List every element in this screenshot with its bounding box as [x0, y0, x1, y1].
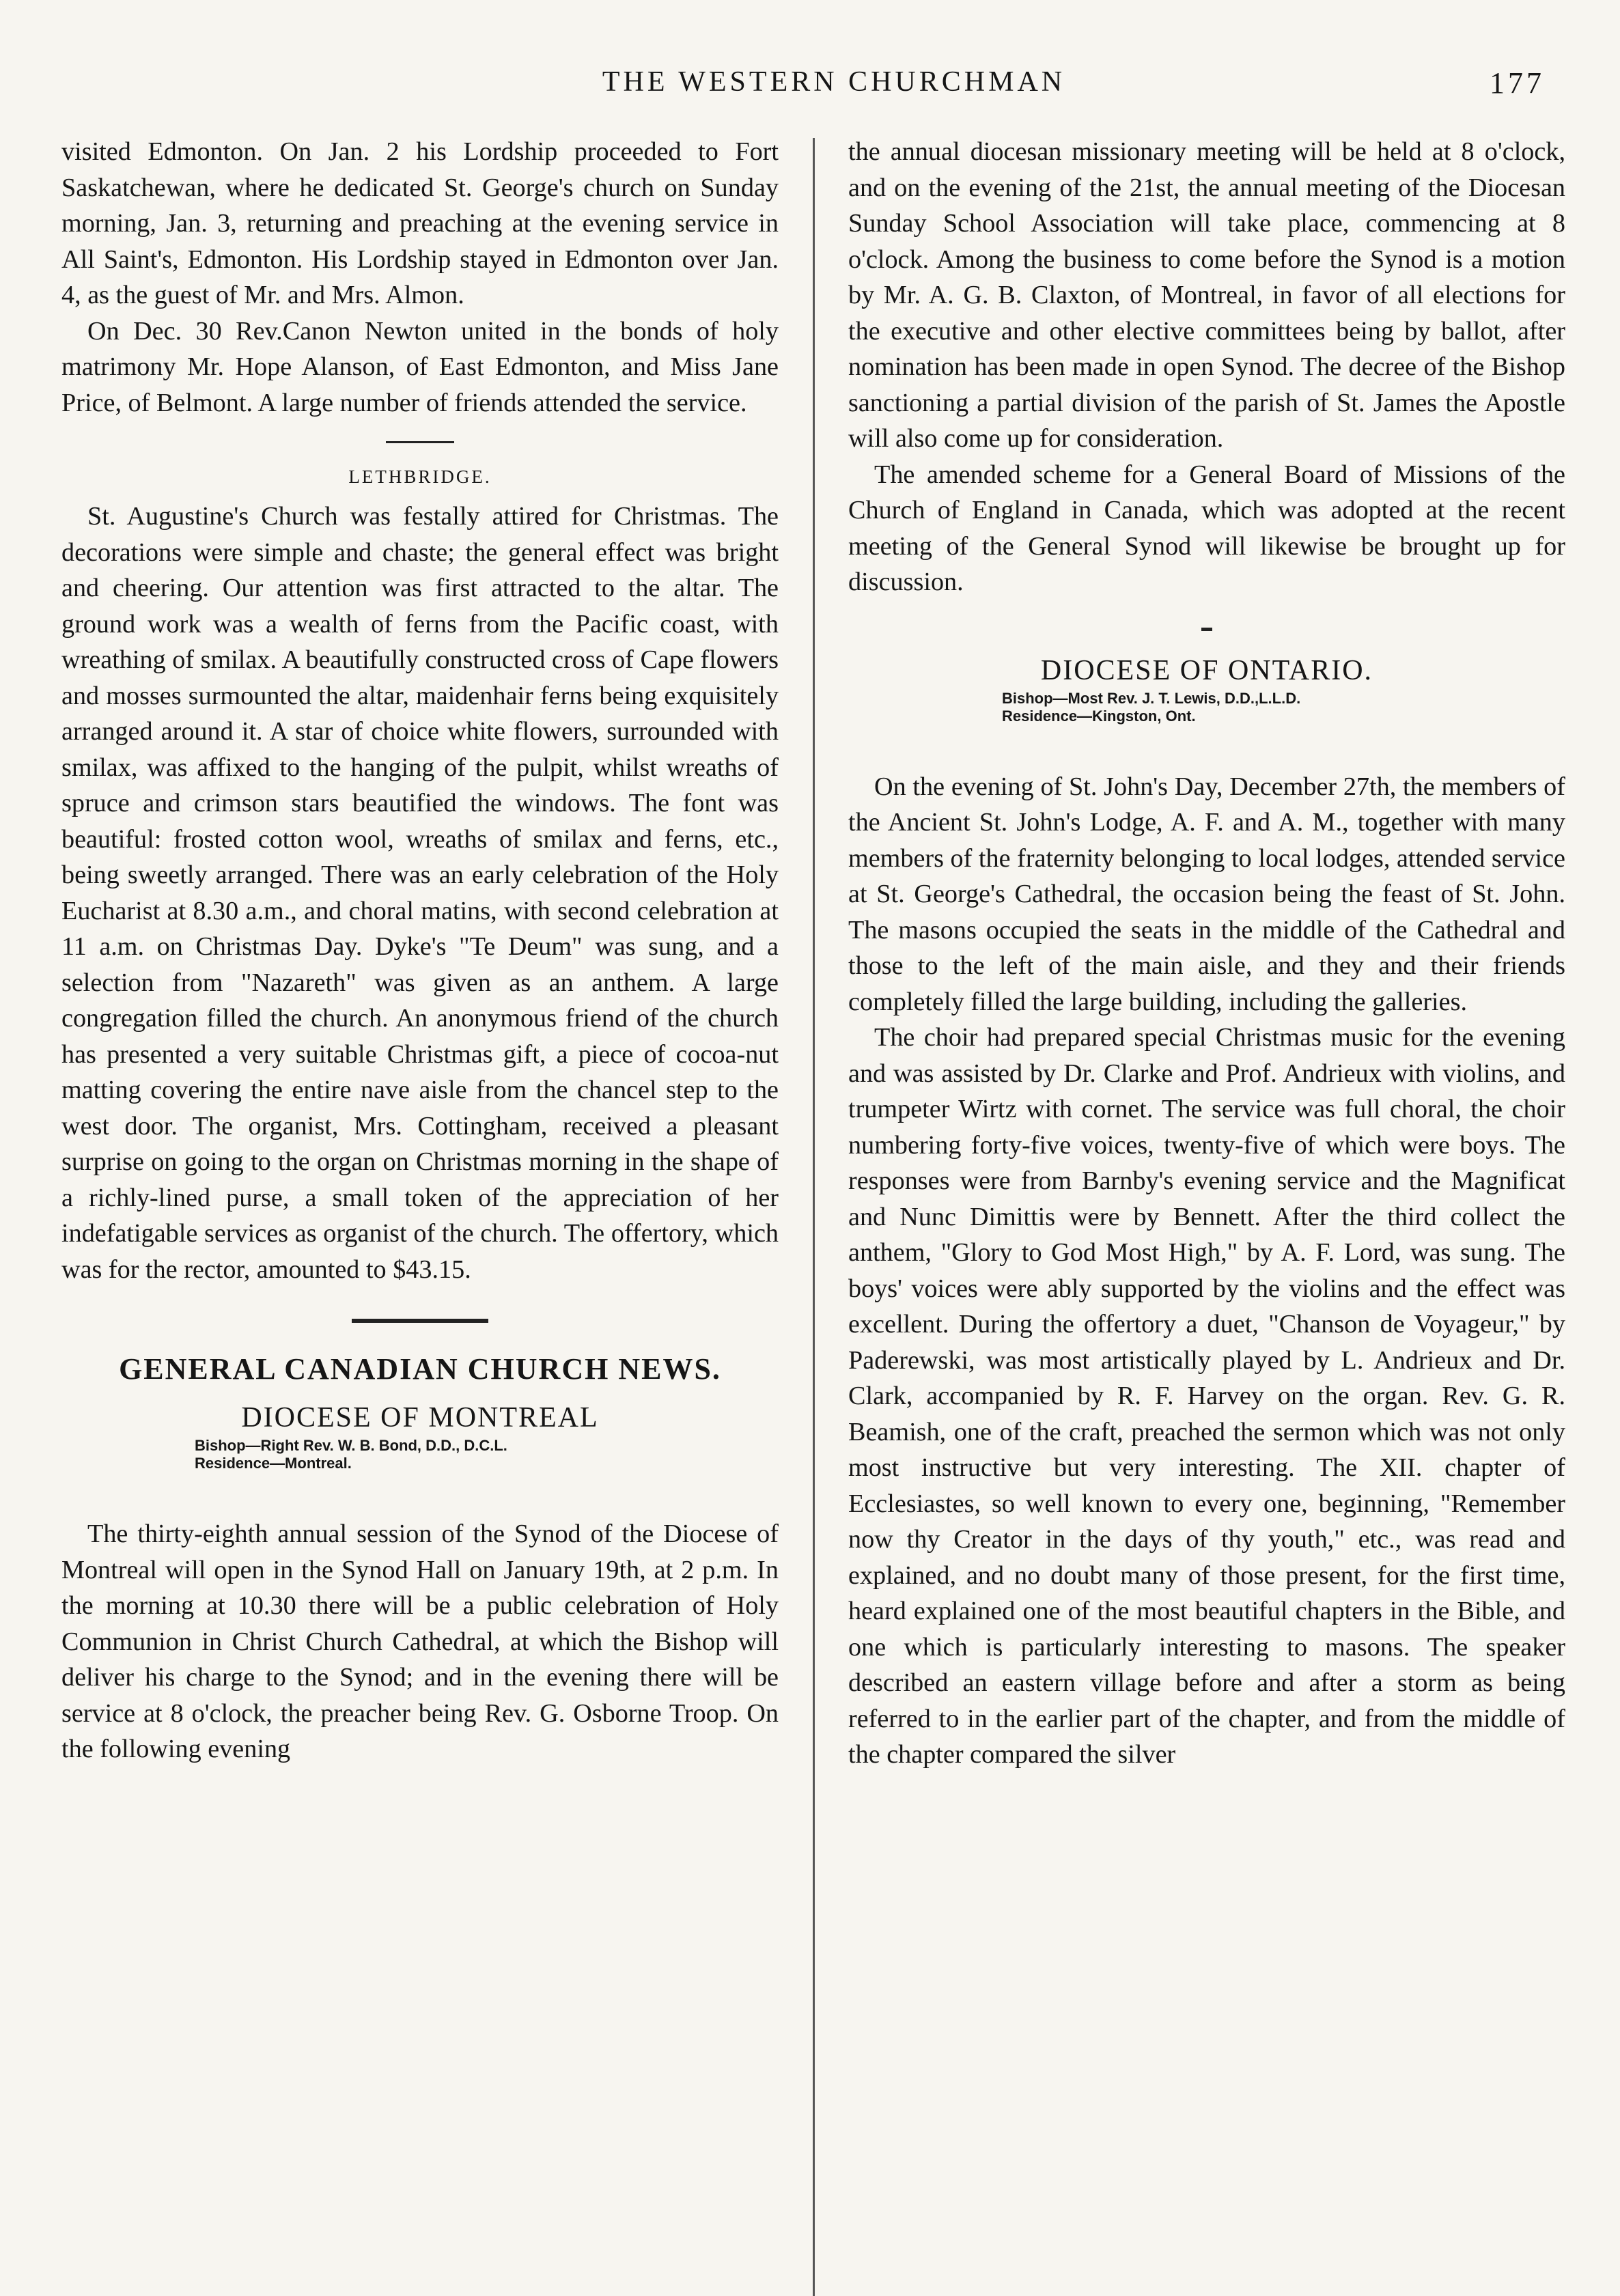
column-divider	[813, 138, 815, 2296]
paragraph-st-johns-day: On the evening of St. John's Day, December 27th, the members of the Ancient St. John's Lodge, A. F. and A. M., together with many members of the fraternity belonging to local lodges, attended service at St. George's Cathedral, the occasion being the feast of St. John. The masons occupied the seats in the middle of the Cathedral and those to the left of the main aisle, and they and their friends completely filled the large building, including the galleries.	[848, 772, 1565, 1016]
montreal-bishop: Bishop—Right Rev. W. B. Bond, D.D., D.C.L.	[195, 1437, 507, 1454]
montreal-heading: DIOCESE OF MONTREAL	[241, 1402, 599, 1433]
paragraph-lethbridge: St. Augustine's Church was festally attired for Christmas. The decorations were simple and chaste; the general effect was bright and cheering. Our attention was first attracted to the altar. The ground work was a wealth of ferns from the Pacific coast, with wreathing of smilax. A beautifully constructed cross of Cape flowers and mosses surmounted the altar, maidenhair ferns being exquisitely arranged around it. A star of choice white flowers, surrounded with smilax, was affixed to the hanging of the pulpit, whilst wreaths of spruce and crimson stars beautified the windows. The font was beautiful: frosted cotton wool, wreaths of smilax and ferns, etc., being sweetly arranged. There was an early celebration of the Holy Eucharist at 8.30 a.m., and choral matins, with second celebration at 11 a.m. on Christmas Day. Dyke's "Te Deum" was sung, and a selection from "Nazareth" was given as an anthem. A large congregation filled the church. An anonymous friend of the church has presented a very suitable Christmas gift, a piece of cocoa-nut matting covering the entire nave aisle from the chancel step to the west door. The organist, Mrs. Cottingham, received a pleasant surprise on going to the organ on Christmas morning in the shape of a richly-lined purse, a small token of the appreciation of her indefatigable services as organist of the church. The offertory, which was for the rector, amounted to $43.15.	[61, 502, 779, 1284]
running-header	[61, 66, 1565, 120]
general-news-heading: GENERAL CANADIAN CHURCH NEWS.	[119, 1352, 721, 1386]
page-number: 177	[1490, 66, 1545, 100]
section-rule	[386, 441, 454, 443]
paragraph-choir: The choir had prepared special Christmas music for the evening and was assisted by Dr. Clarke and Prof. Andrieux with violins, and trumpeter Wirtz with cornet. The service was full choral, the choir numbering forty-five voices, twenty-five of which were boys. The responses were from Barnby's evening service and the Magnificat and Nunc Dimittis were by Bennett. After the third collect the anthem, "Glory to God Most High," by A. F. Lord, was sung. The boys' voices were ably supported by the violins and the effect was excellent. During the offertory a duet, "Chanson de Voyageur," by Paderewski, was most artistically played by L. Andrieux and Dr. Clark, accompanied by R. F. Harvey on the organ. Rev. G. R. Beamish, one of the craft, preached the sermon which was not only most instructive but very interesting. The XII. chapter of Ecclesiastes, so well known to every one, beginning, "Remember now thy Creator in the days of thy youth," etc., was read and explained, and no doubt many of those present, for the first time, heard explained one of the most beautiful chapters in the Bible, and one which is particularly interesting to masons. The speaker described an eastern village before and after a storm as being referred to in the earlier part of the chapter, and from the middle of the chapter compared the silver	[848, 1023, 1565, 1769]
ontario-residence: Residence—Kingston, Ont.	[1002, 707, 1196, 725]
right-column	[848, 134, 1565, 2296]
ontario-bishop-info	[1002, 690, 1412, 725]
columns	[61, 134, 1565, 2296]
section-rule	[1201, 628, 1212, 631]
ontario-bishop: Bishop—Most Rev. J. T. Lewis, D.D.,L.L.D.	[1002, 689, 1301, 707]
paragraph-general-board: The amended scheme for a General Board of Missions of the Church of England in Canada, which was adopted at the recent meeting of the General Synod will likewise be brought up for discussion.	[848, 460, 1565, 596]
section-rule-thick	[352, 1319, 488, 1323]
paragraph-edmonton-visit: visited Edmonton. On Jan. 2 his Lordship proceeded to Fort Saskatchewan, where he dedicated St. George's church on Sunday morning, Jan. 3, returning and preaching at the evening service in All Saint's, Edmonton. His Lordship stayed in Edmonton over Jan. 4, as the guest of Mr. and Mrs. Almon.	[61, 137, 779, 309]
ontario-heading: DIOCESE OF ONTARIO.	[1040, 654, 1373, 686]
left-column	[61, 134, 779, 2296]
montreal-residence: Residence—Montreal.	[195, 1455, 352, 1472]
montreal-bishop-info	[195, 1437, 645, 1472]
paragraph-synod-continued: the annual diocesan missionary meeting will be held at 8 o'clock, and on the evening of the 21st, the annual meeting of the Diocesan Sunday School Association will take place, commencing at 8 o'clock. Among the business to come before the Synod is a motion by Mr. A. G. B. Claxton, of Montreal, in favor of all elections for the executive and other elective committees being by ballot, after nomination has been made in open Synod. The decree of the Bishop sanctioning a partial division of the parish of St. James the Apostle will also come up for consideration.	[848, 137, 1565, 453]
paragraph-wedding: On Dec. 30 Rev.Canon Newton united in the bonds of holy matrimony Mr. Hope Alanson, of East Edmonton, and Miss Jane Price, of Belmont. A large number of friends attended the service.	[61, 316, 779, 417]
paragraph-montreal-synod: The thirty-eighth annual session of the Synod of the Diocese of Montreal will open in the Synod Hall on January 19th, at 2 p.m. In the morning at 10.30 there will be a public celebration of Holy Communion in Christ Church Cathedral, at which the Bishop will deliver his charge to the Synod; and in the evening there will be service at 8 o'clock, the preacher being Rev. G. Osborne Troop. On the following evening	[61, 1520, 779, 1763]
publication-title: THE WESTERN CHURCHMAN	[602, 66, 1066, 98]
lethbridge-heading: LETHBRIDGE.	[348, 466, 492, 487]
